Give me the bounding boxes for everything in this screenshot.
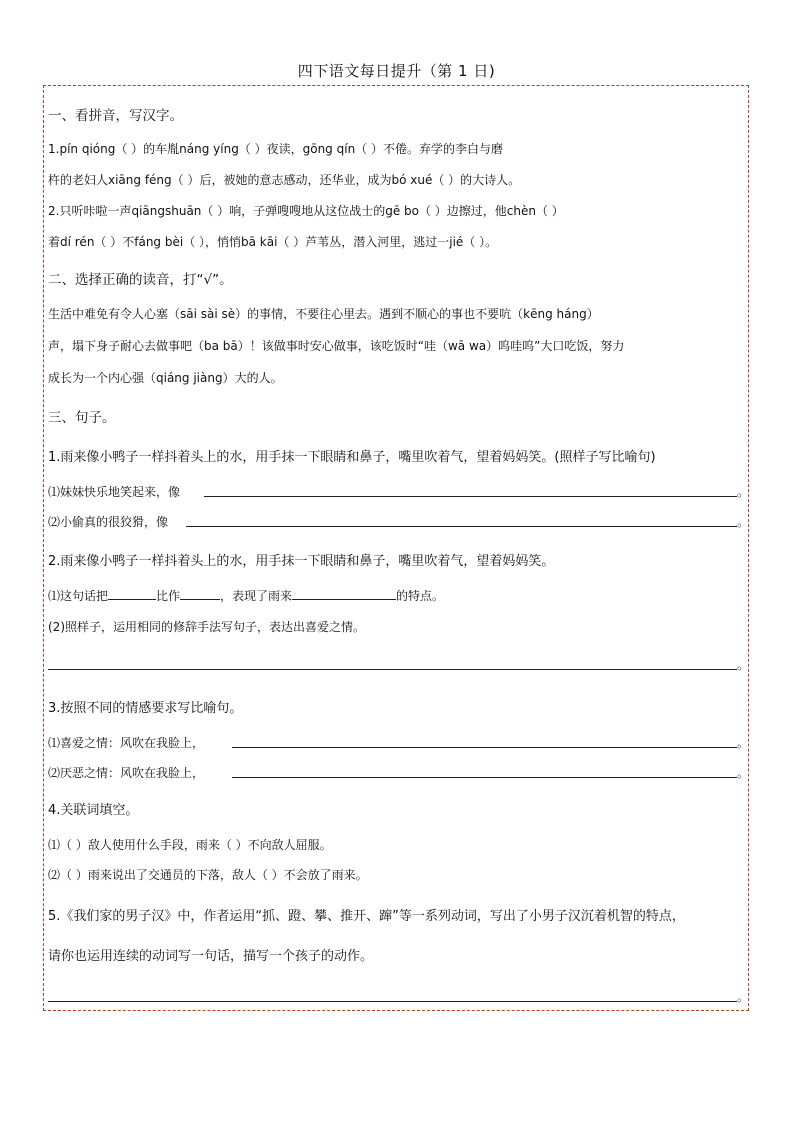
q4a-text: ⑴（ ）敌人使用什么手段，雨来（ ）不向敌人屈服。 [48, 838, 332, 852]
q3b-answer-line[interactable] [232, 777, 737, 778]
q2a-blank-1[interactable] [108, 587, 156, 600]
section3-heading: 三、句子。 [48, 410, 116, 426]
q2b-end-mark: 。 [737, 658, 750, 672]
q2a-blank-3[interactable] [292, 587, 396, 600]
q2a-part-4: 的特点。 [396, 589, 445, 603]
q2a-part-2: 比作 [156, 589, 181, 603]
section2-line-1: 生活中难免有令人心塞（sāi sài sè）的事情，不要往心里去。遇到不顺心的事也不要吭（kēng háng） [48, 307, 599, 321]
q1a-text: ⑴妹妹快乐地笑起来，像 [48, 485, 181, 499]
q2a-blank-2[interactable] [180, 587, 220, 600]
q2-prompt: 2.雨来像小鸭子一样抖着头上的水，用手抹一下眼睛和鼻子，嘴里吹着气，望着妈妈笑。 [48, 554, 555, 569]
q5-prompt-line-2: 请你也运用连续的动词写一句话，描写一个孩子的动作。 [48, 949, 374, 964]
q2b-text: (2)照样子，运用相同的修辞手法写句子，表达出喜爱之情。 [48, 620, 366, 634]
section2-line-2: 声，塌下身子耐心去做事吧（ba bā）！该做事时安心做事，该吃饭时“哇（wā wa）呜哇呜”大口吃饭，努力 [48, 339, 625, 353]
q3-prompt: 3.按照不同的情感要求写比喻句。 [48, 701, 243, 716]
q3a-text: ⑴喜爱之情：风吹在我脸上， [48, 736, 205, 750]
q5-answer-line[interactable] [48, 1001, 737, 1002]
section1-line-1: 1.pín qióng（ ）的车胤náng yíng（ ）夜读，gōng qín（ ）不倦。弃学的李白与磨 [48, 142, 503, 156]
section1-line-3: 2.只听咔啦一声qiāngshuān（ ）响，子弹嗖嗖地从这位战士的gē bo（ ）边擦过，他chèn（ ） [48, 204, 564, 218]
q3b-end-mark: 。 [737, 766, 750, 780]
q3a-end-mark: 。 [737, 736, 750, 750]
q2b-answer-line[interactable] [48, 669, 737, 670]
q1b-end-mark: 。 [737, 515, 750, 529]
q1a-end-mark: 。 [737, 485, 750, 499]
q3a-answer-line[interactable] [232, 747, 737, 748]
q3b-text: ⑵厌恶之情：风吹在我脸上， [48, 766, 205, 780]
q2a-text [48, 587, 444, 604]
q2a-part-3: ，表现了雨来 [220, 589, 293, 603]
q5-end-mark: 。 [737, 990, 750, 1004]
section2-heading: 二、选择正确的读音，打“√”。 [48, 272, 233, 288]
section1-line-4: 着dí rén（ ）不fáng bèi（ ），悄悄bā kāi（ ）芦苇丛，潜入河里，逃过一jié（ ）。 [48, 235, 498, 249]
q1-prompt: 1.雨来像小鸭子一样抖着头上的水，用手抹一下眼睛和鼻子，嘴里吹着气，望着妈妈笑。(照样子写比喻句) [48, 450, 656, 465]
section1-line-2: 杵的老妇人xiāng féng（ ）后，被她的意志感动，还华业，成为bó xué（ ）的大诗人。 [48, 173, 521, 187]
page-title: 四下语文每日提升（第 1 日) [297, 62, 496, 80]
q5-prompt-line-1: 5.《我们家的男子汉》中，作者运用“抓、蹬、攀、推开、蹿”等一系列动词，写出了小男子汉沉着机智的特点， [48, 909, 685, 924]
q4-prompt: 4.关联词填空。 [48, 803, 139, 818]
section2-line-3: 成长为一个内心强（qiáng jiàng）大的人。 [48, 371, 283, 385]
q1a-answer-line[interactable] [204, 496, 737, 497]
q4b-text: ⑵（ ）雨来说出了交通员的下落，敌人（ ）不会放了雨来。 [48, 868, 368, 882]
q1b-text: ⑵小偷真的很狡猾，像 [48, 515, 169, 529]
section1-heading: 一、看拼音，写汉字。 [48, 108, 183, 124]
q2a-part-1: ⑴这句话把 [48, 589, 109, 603]
q1b-answer-line[interactable] [186, 526, 737, 527]
